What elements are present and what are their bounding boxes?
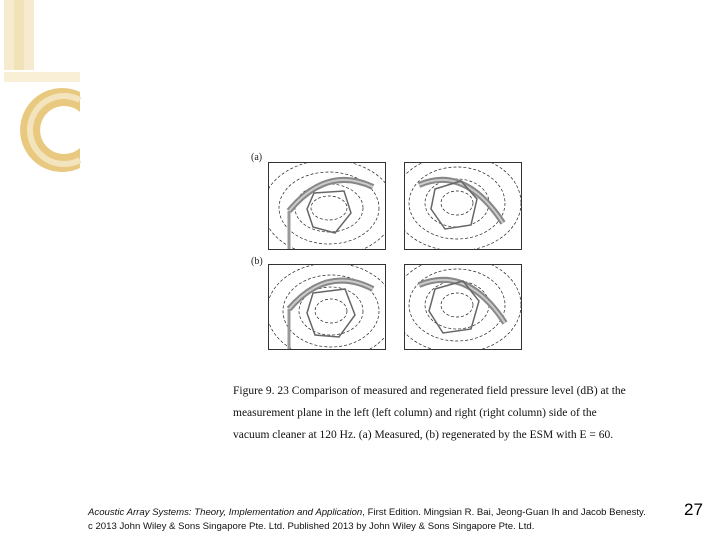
figure-caption: [233, 380, 626, 446]
contour-plot-a-right: [404, 162, 522, 250]
contour-plot-b-left: [268, 264, 386, 350]
footer-authors: , First Edition. Mingsian R. Bai, Jeong-Guan Ih and Jacob Benesty.: [362, 507, 646, 518]
caption-line: measurement plane in the left (left column) and right (right column) side of the: [233, 407, 597, 419]
caption-line: vacuum cleaner at 120 Hz. (a) Measured, (b) regenerated by the ESM with E = 60.: [233, 429, 614, 441]
decorative-ornament: [0, 0, 90, 200]
copyright-footer: [88, 506, 678, 534]
footer-copyright: c 2013 John Wiley & Sons Singapore Pte. Ltd. Published 2013 by John Wiley & Sons Singapore Pte. Ltd.: [88, 521, 535, 532]
book-title: Acoustic Array Systems: Theory, Implementation and Application: [88, 507, 363, 518]
page-number: 27: [684, 500, 703, 519]
figure-label-a: (a): [251, 152, 263, 163]
contour-plot-a-left: [268, 162, 386, 250]
caption-line: Figure 9. 23 Comparison of measured and regenerated field pressure level (dB) at the: [233, 385, 626, 397]
contour-plot-b-right: [404, 264, 522, 350]
figure-label-b: (b): [251, 256, 263, 267]
